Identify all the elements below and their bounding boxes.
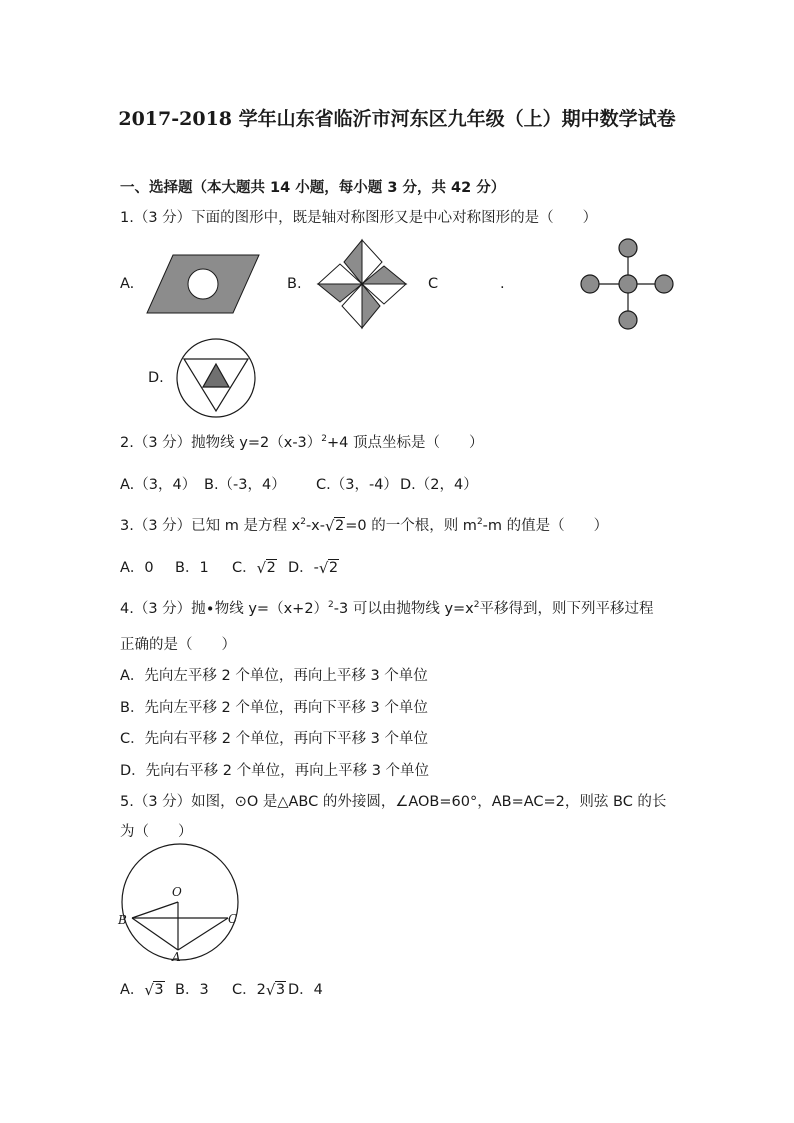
q2-option-c: C.（3，-4） [316, 477, 398, 493]
q1-figure-d-circle-triangles [175, 337, 257, 419]
q1-figure-b-pinwheel [314, 236, 410, 332]
q1-option-d-label: D. [148, 370, 164, 386]
q4-option-a: A．先向左平移 2 个单位，再向上平移 3 个单位 [120, 668, 428, 684]
section-heading: 一、选择题（本大题共 14 小题，每小题 3 分，共 42 分） [120, 180, 506, 196]
q2-option-a: A.（3，4） [120, 477, 197, 493]
q4-option-c: C．先向右平移 2 个单位，再向下平移 3 个单位 [120, 731, 429, 747]
q1-option-c-dot: . [500, 276, 505, 292]
q2-option-d: D.（2，4） [400, 477, 478, 493]
question-5-stem: 5.（3 分）如图，⊙O 是△ABC 的外接圆，∠AOB=60°，AB=AC=2，则弦 BC 的长 [120, 794, 667, 810]
question-2-stem: 2.（3 分）抛物线 $y=2(x-3)^2+4$ 顶点坐标是（ ） [120, 434, 484, 451]
q5-label-b: B [118, 913, 127, 927]
sqrt-symbol: √ 2 [319, 560, 339, 576]
q1-option-b-label: B. [287, 276, 302, 292]
question-4-stem-line2: 正确的是（ ） [120, 637, 236, 653]
sqrt-symbol: √ 2 [325, 518, 345, 534]
question-1-stem: 1.（3 分）下面的图形中，既是轴对称图形又是中心对称图形的是（ ） [120, 210, 598, 226]
q3-option-c: C．√ 2 [232, 556, 277, 577]
question-3-stem: 3.（3 分）已知 m 是方程 $x^2-x-√$ 2=0 的一个根，则 $m^2-m$ 的值是（ ） [120, 514, 608, 535]
q5-label-a: A [172, 950, 181, 964]
q5-option-d: D．4 [288, 982, 323, 998]
q1-option-c-label: C [428, 276, 439, 292]
sqrt-symbol: √ 3 [144, 982, 164, 998]
q4-option-b: B．先向左平移 2 个单位，再向下平移 3 个单位 [120, 700, 428, 716]
question-4-stem: 4.（3 分）抛∙物线 $y=(x+2)^2-3$ 可以由抛物线 $y=x^2$平移得到，则下列平移过程 [120, 600, 654, 617]
question-5-stem-line2: 为（ ） [120, 824, 193, 840]
q3-option-d: D．-√ 2 [288, 556, 339, 577]
page-title: 2017-2018 学年山东省临沂市河东区九年级（上）期中数学试卷 [118, 108, 676, 130]
q1-figure-c-cross-circles [578, 238, 676, 330]
q3-option-b: B．1 [175, 560, 209, 576]
q5-label-c: C [228, 912, 238, 926]
q5-label-o: O [172, 885, 182, 899]
q5-option-b: B．3 [175, 982, 209, 998]
sqrt-symbol: √ 3 [266, 982, 286, 998]
q1-option-a-label: A. [120, 276, 135, 292]
q5-option-c: C．2√ 3 [232, 978, 286, 999]
q5-option-a: A．√ 3 [120, 978, 165, 999]
q1-figure-a-parallelogram [145, 252, 263, 316]
q4-option-d: D．先向右平移 2 个单位，再向上平移 3 个单位 [120, 763, 430, 779]
q2-option-b: B.（-3，4） [204, 477, 286, 493]
sqrt-symbol: √ 2 [257, 560, 277, 576]
q3-option-a: A．0 [120, 560, 154, 576]
